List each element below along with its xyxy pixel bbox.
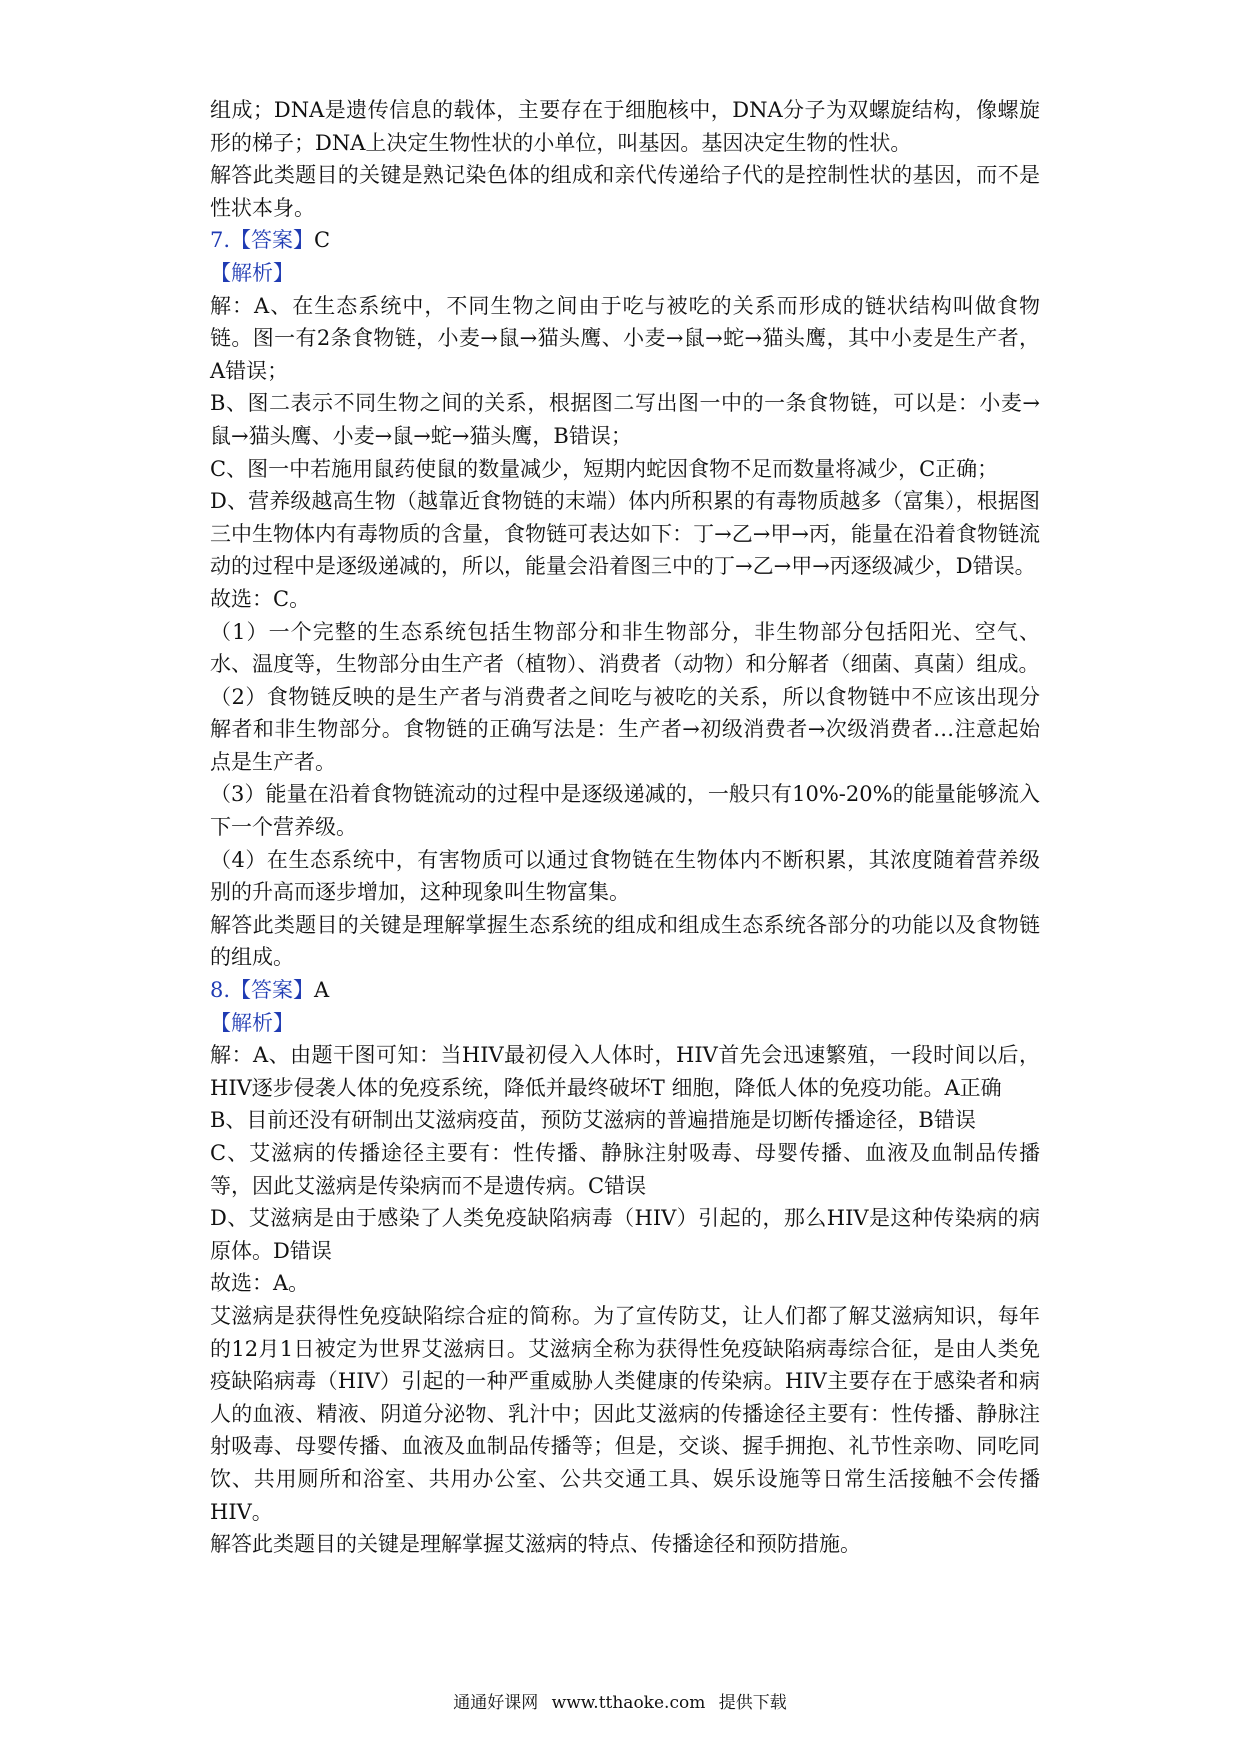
q8-answer-value: A	[314, 978, 330, 1003]
q7-analysis-label: 【解析】	[210, 260, 294, 285]
q8-key: 解答此类题目的关键是理解掌握艾滋病的特点、传播途径和预防措施。	[210, 1532, 861, 1557]
q7-note-4: （4）在生态系统中，有害物质可以通过食物链在生物体内不断积累，其浓度随着营养级别的升高而逐步增加，这种现象叫生物富集。	[210, 847, 1040, 905]
q8-answer-label: 8.【答案】	[210, 978, 315, 1003]
q8-line-b: B、目前还没有研制出艾滋病疫苗，预防艾滋病的普遍措施是切断传播途径，B错误	[210, 1108, 976, 1133]
document-body	[210, 94, 1040, 1561]
q8-line-c: C、艾滋病的传播途径主要有：性传播、静脉注射吸毒、母婴传播、血液及血制品传播等，因此艾滋病是传染病而不是遗传病。C错误	[210, 1141, 1040, 1198]
q7-line-c: C、图一中若施用鼠药使鼠的数量减少，短期内蛇因食物不足而数量将减少，C正确；	[210, 456, 999, 481]
intro-key-paragraph: 解答此类题目的关键是熟记染色体的组成和亲代传递给子代的是控制性状的基因，而不是性状本身。	[210, 163, 1040, 220]
page-footer	[0, 1688, 1240, 1713]
q8-line-a: 解：A、由题干图可知：当HIV最初侵入人体时，HIV首先会迅速繁殖，一段时间以后，HIV逐步侵袭人体的免疫系统，降低并最终破坏T 细胞，降低人体的免疫功能。A正确	[210, 1043, 1040, 1100]
q8-analysis-label: 【解析】	[210, 1010, 294, 1035]
q7-note-3: （3）能量在沿着食物链流动的过程中是逐级递减的，一般只有10%-20%的能量能够流入下一个营养级。	[210, 782, 1040, 840]
q7-answer-label: 7.【答案】	[210, 228, 315, 253]
q7-answer-line	[210, 224, 1040, 257]
footer-suffix: 提供下载	[718, 1693, 787, 1713]
footer-url-link[interactable]: www.tthaoke.com	[551, 1693, 706, 1713]
q8-answer-line	[210, 974, 1040, 1007]
q8-note: 艾滋病是获得性免疫缺陷综合症的简称。为了宣传防艾，让人们都了解艾滋病知识，每年的12月1日被定为世界艾滋病日。艾滋病全称为获得性免疫缺陷病毒综合征，是由人类免疫缺陷病毒（HIV）引起的一种严重威胁人类健康的传染病。HIV主要存在于感染者和病人的血液、精液、阴道分泌物、乳汁中；因此艾滋病的传播途径主要有：性传播、静脉注射吸毒、母婴传播、血液及血制品传播等；但是，交谈、握手拥抱、礼节性亲吻、同吃同饮、共用厕所和浴室、共用办公室、公共交通工具、娱乐设施等日常生活接触不会传播HIV。	[210, 1303, 1040, 1524]
q7-line-d: D、营养级越高生物（越靠近食物链的末端）体内所积累的有毒物质越多（富集），根据图三中生物体内有毒物质的含量，食物链可表达如下：丁→乙→甲→丙，能量在沿着食物链流动的过程中是逐级递减的，所以，能量会沿着图三中的丁→乙→甲→丙逐级减少，D错误。	[210, 489, 1040, 579]
q7-note-1: （1）一个完整的生态系统包括生物部分和非生物部分，非生物部分包括阳光、空气、水、温度等，生物部分由生产者（植物）、消费者（动物）和分解者（细菌、真菌）组成。	[210, 619, 1040, 677]
q8-choice: 故选：A。	[210, 1271, 310, 1296]
footer-site-name: 通通好课网	[453, 1693, 539, 1713]
q7-answer-value: C	[314, 228, 331, 253]
q7-line-a: 解：A、在生态系统中，不同生物之间由于吃与被吃的关系而形成的链状结构叫做食物链。图一有2条食物链，小麦→鼠→猫头鹰、小麦→鼠→蛇→猫头鹰，其中小麦是生产者，A错误；	[210, 293, 1040, 383]
q7-note-2: （2）食物链反映的是生产者与消费者之间吃与被吃的关系，所以食物链中不应该出现分解者和非生物部分。食物链的正确写法是：生产者→初级消费者→次级消费者…注意起始点是生产者。	[210, 684, 1040, 774]
q8-line-d: D、艾滋病是由于感染了人类免疫缺陷病毒（HIV）引起的，那么HIV是这种传染病的病原体。D错误	[210, 1206, 1040, 1263]
q7-line-b: B、图二表示不同生物之间的关系，根据图二写出图一中的一条食物链，可以是：小麦→鼠→猫头鹰、小麦→鼠→蛇→猫头鹰，B错误；	[210, 391, 1040, 448]
q7-key: 解答此类题目的关键是理解掌握生态系统的组成和组成生态系统各部分的功能以及食物链的组成。	[210, 912, 1040, 970]
intro-paragraph: 组成；DNA是遗传信息的载体，主要存在于细胞核中，DNA分子为双螺旋结构，像螺旋形的梯子；DNA上决定生物性状的小单位，叫基因。基因决定生物的性状。	[210, 98, 1040, 155]
q7-choice: 故选：C。	[210, 586, 311, 611]
